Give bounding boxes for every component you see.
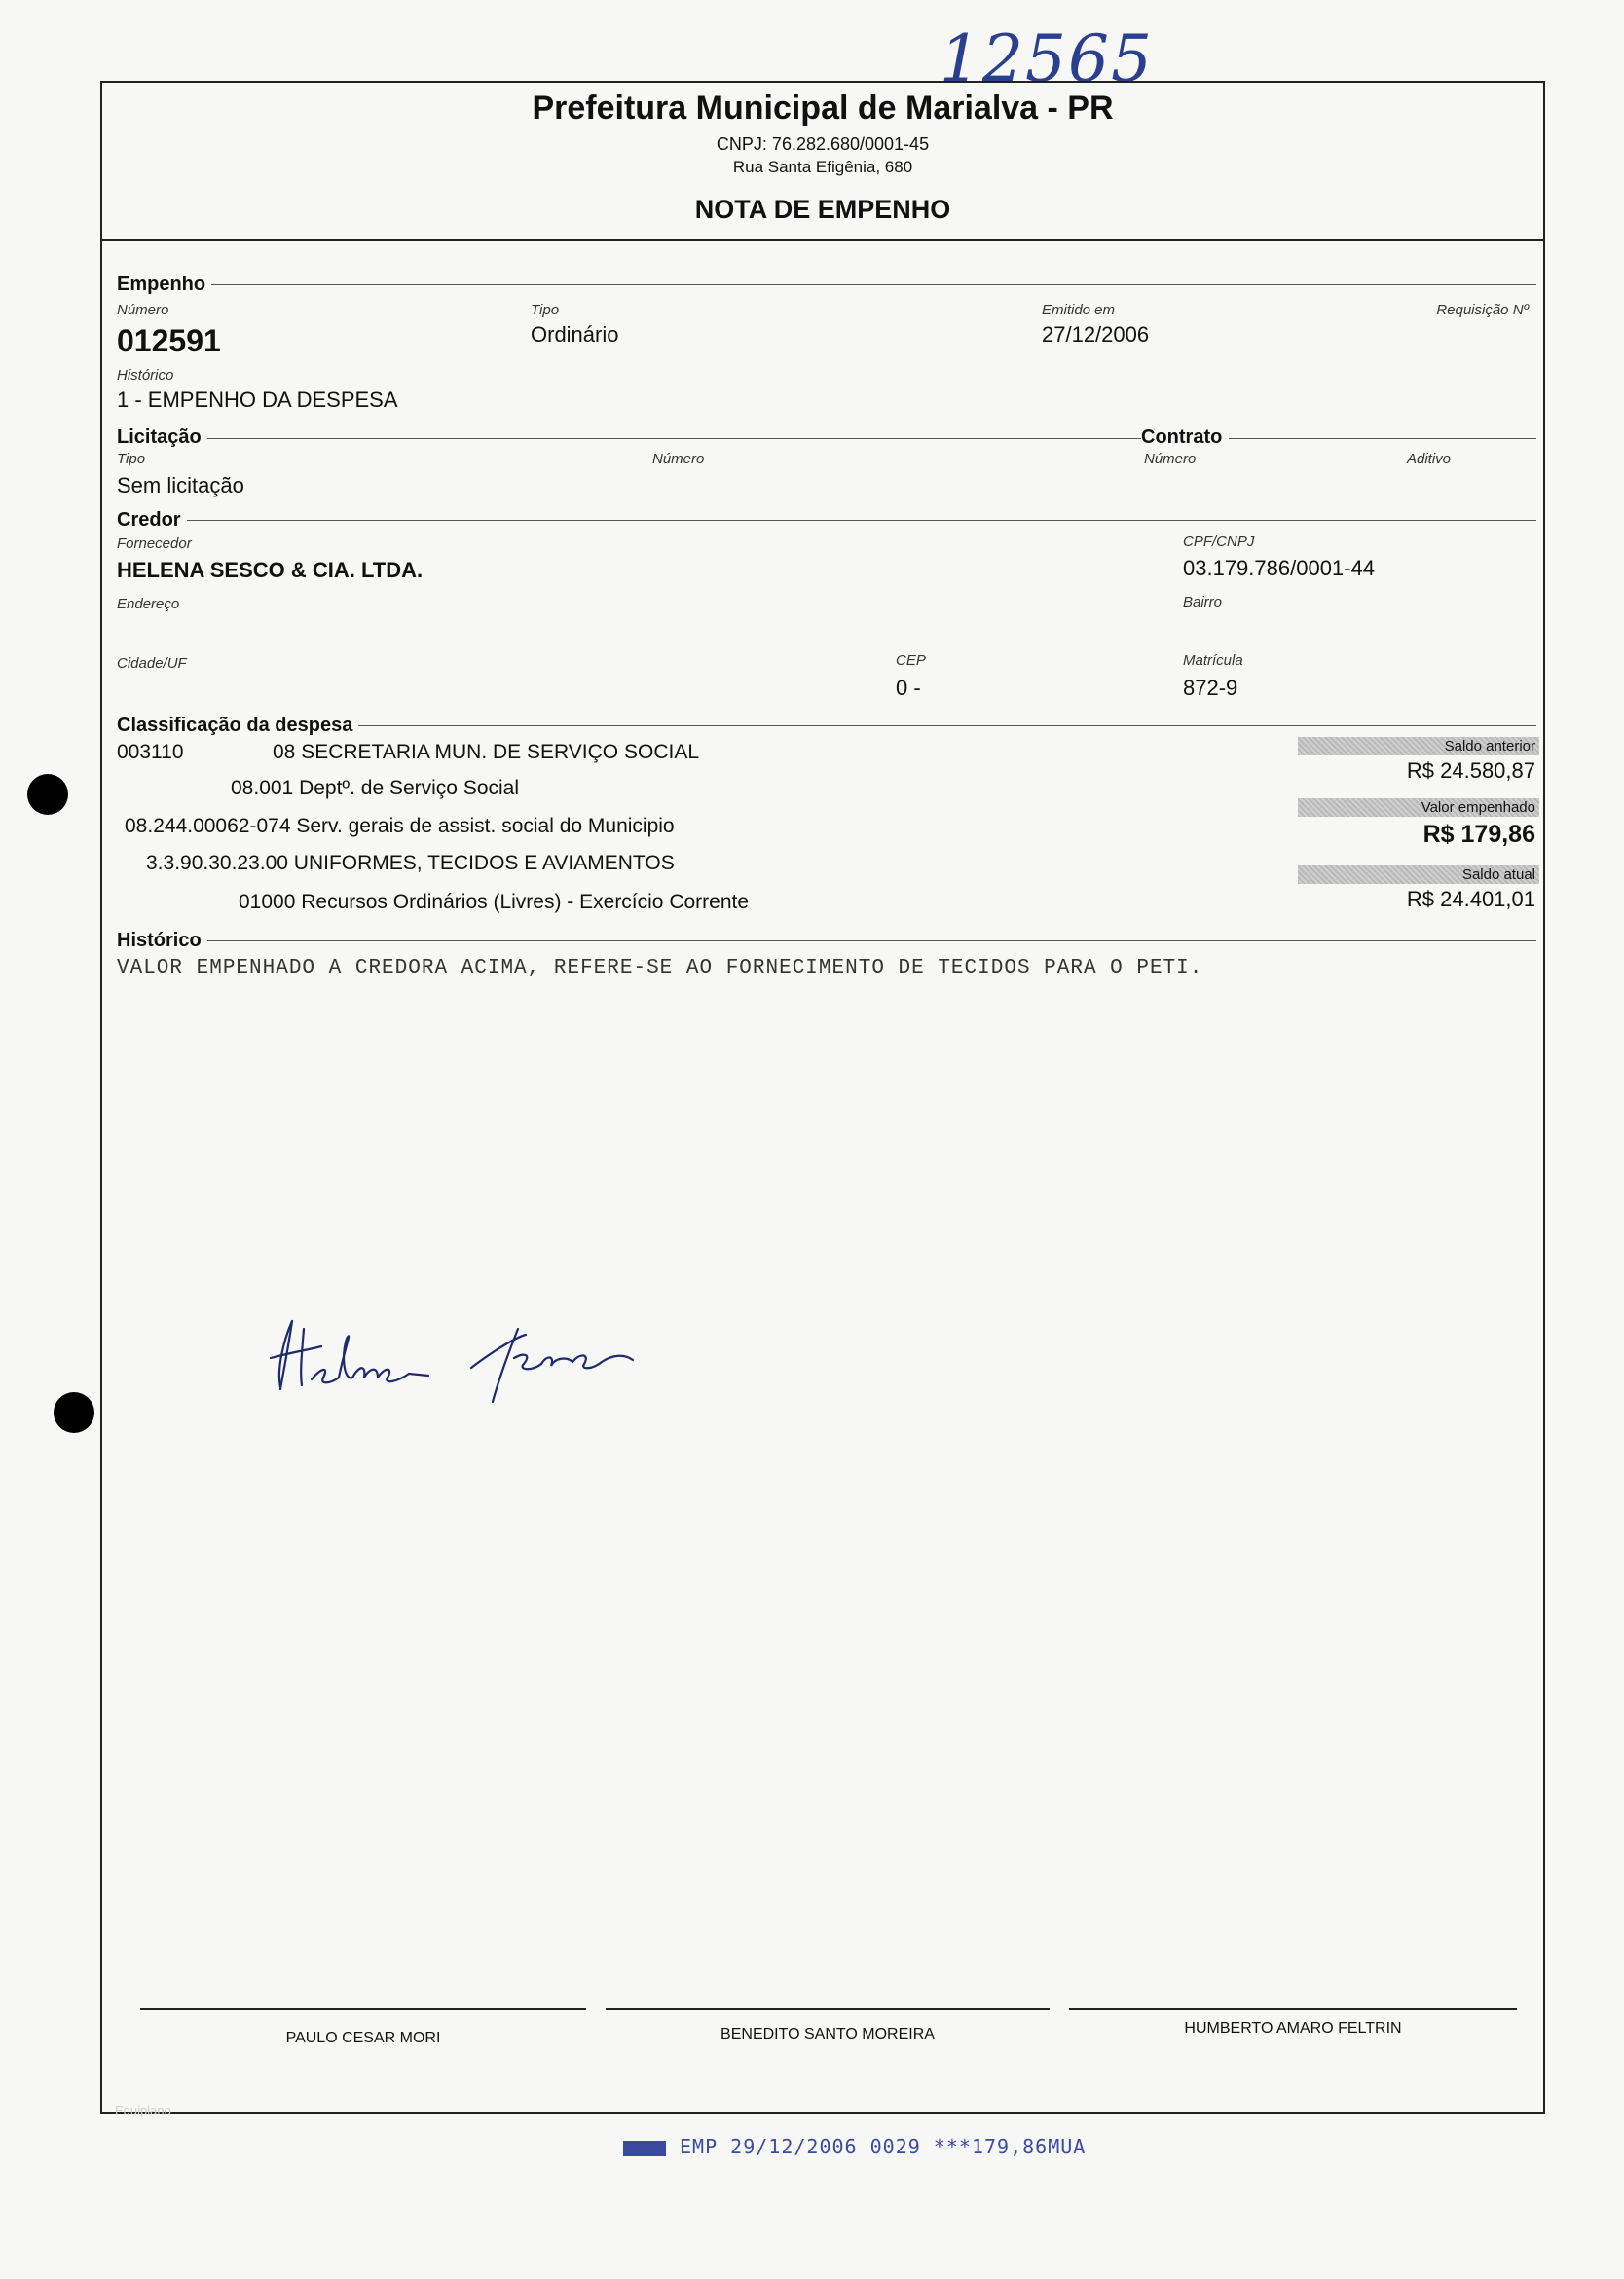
saldo-atual-label: Saldo atual <box>1298 865 1539 884</box>
credor-matricula-label: Matrícula <box>1183 652 1243 669</box>
saldo-atual: R$ 24.401,01 <box>1406 887 1535 911</box>
signature-line-3 <box>1069 2008 1517 2010</box>
classificacao-line2: 08.001 Deptº. de Serviço Social <box>231 777 520 799</box>
classificacao-line5: 01000 Recursos Ordinários (Livres) - Exercício Corrente <box>239 891 750 913</box>
punch-hole-bottom <box>54 1392 94 1433</box>
classificacao-code: 003110 <box>117 741 184 763</box>
empenho-numero: 012591 <box>117 323 221 358</box>
section-empenho: Empenho <box>117 274 211 296</box>
valor-empenhado: R$ 179,86 <box>1422 821 1535 848</box>
credor-endereco-label: Endereço <box>117 596 180 612</box>
header-address: Rua Santa Efigênia, 680 <box>732 158 913 176</box>
section-historico: Histórico <box>117 930 207 952</box>
punch-hole-top <box>27 774 68 815</box>
saldo-anterior-label: Saldo anterior <box>1298 737 1539 755</box>
section-classificacao: Classificação da despesa <box>117 715 358 737</box>
stamp-text: EMP 29/12/2006 0029 ***179,86MUA <box>680 2135 1087 2158</box>
page-title: Prefeitura Municipal de Marialva - PR <box>532 90 1114 127</box>
header-separator <box>100 239 1545 241</box>
footnote: Equiplano <box>115 2103 171 2117</box>
header-cnpj: CNPJ: 76.282.680/0001-45 <box>716 134 930 154</box>
rule-credor <box>185 520 1536 521</box>
licitacao-tipo-label: Tipo <box>117 451 146 467</box>
contrato-aditivo-label: Aditivo <box>1407 451 1452 467</box>
empenho-emitido-label: Emitido em <box>1042 302 1116 318</box>
classificacao-line3: 08.244.00062-074 Serv. gerais de assist. social do Municipio <box>125 815 675 837</box>
stamp-logo <box>623 2141 666 2156</box>
credor-fornecedor-label: Fornecedor <box>117 535 192 552</box>
historico-text: VALOR EMPENHADO A CREDORA ACIMA, REFERE-SE AO FORNECIMENTO DE TECIDOS PARA O PETI. <box>117 957 1203 979</box>
classificacao-line4: 3.3.90.30.23.00 UNIFORMES, TECIDOS E AVIAMENTOS <box>146 852 675 874</box>
empenho-tipo: Ordinário <box>531 322 619 347</box>
empenho-numero-label: Número <box>117 302 169 318</box>
credor-cpf: 03.179.786/0001-44 <box>1183 556 1375 580</box>
empenho-requisicao-label: Requisição Nº <box>1436 302 1529 318</box>
document-frame <box>100 81 1545 2114</box>
rule-licitacao <box>203 438 1142 439</box>
saldo-anterior: R$ 24.580,87 <box>1406 758 1535 783</box>
handwritten-document-number: 12565 <box>940 21 1154 96</box>
credor-cep: 0 - <box>896 676 921 700</box>
signatory-3: HUMBERTO AMARO FELTRIN <box>1184 2020 1402 2037</box>
section-contrato: Contrato <box>1141 426 1228 449</box>
signature-line-1 <box>140 2008 586 2010</box>
credor-bairro-label: Bairro <box>1183 594 1223 610</box>
rule-contrato <box>1229 438 1536 439</box>
signatory-1: PAULO CESAR MORI <box>285 2030 441 2046</box>
section-licitacao: Licitação <box>117 426 207 449</box>
credor-cidade-label: Cidade/UF <box>117 655 187 672</box>
empenho-historico: 1 - EMPENHO DA DESPESA <box>117 387 398 412</box>
bottom-stamp <box>623 2135 1086 2158</box>
credor-cep-label: CEP <box>896 652 926 669</box>
classificacao-line1: 08 SECRETARIA MUN. DE SERVIÇO SOCIAL <box>273 741 700 763</box>
rule-classificacao <box>349 725 1536 726</box>
contrato-numero-label: Número <box>1144 451 1197 467</box>
credor-fornecedor: HELENA SESCO & CIA. LTDA. <box>117 558 424 582</box>
rule-empenho <box>203 284 1536 285</box>
credor-matricula: 872-9 <box>1183 676 1238 700</box>
empenho-tipo-label: Tipo <box>531 302 560 318</box>
empenho-historico-label: Histórico <box>117 367 174 384</box>
licitacao-tipo: Sem licitação <box>117 473 244 497</box>
valor-empenhado-label: Valor empenhado <box>1298 798 1539 817</box>
signatory-2: BENEDITO SANTO MOREIRA <box>720 2026 935 2042</box>
section-credor: Credor <box>117 509 187 532</box>
empenho-emitido: 27/12/2006 <box>1042 322 1150 347</box>
signature-line-2 <box>606 2008 1050 2010</box>
document-title: NOTA DE EMPENHO <box>694 195 951 224</box>
credor-cpf-label: CPF/CNPJ <box>1183 533 1255 550</box>
handwritten-signature <box>263 1309 652 1407</box>
licitacao-numero-label: Número <box>652 451 705 467</box>
rule-historico <box>203 940 1536 941</box>
